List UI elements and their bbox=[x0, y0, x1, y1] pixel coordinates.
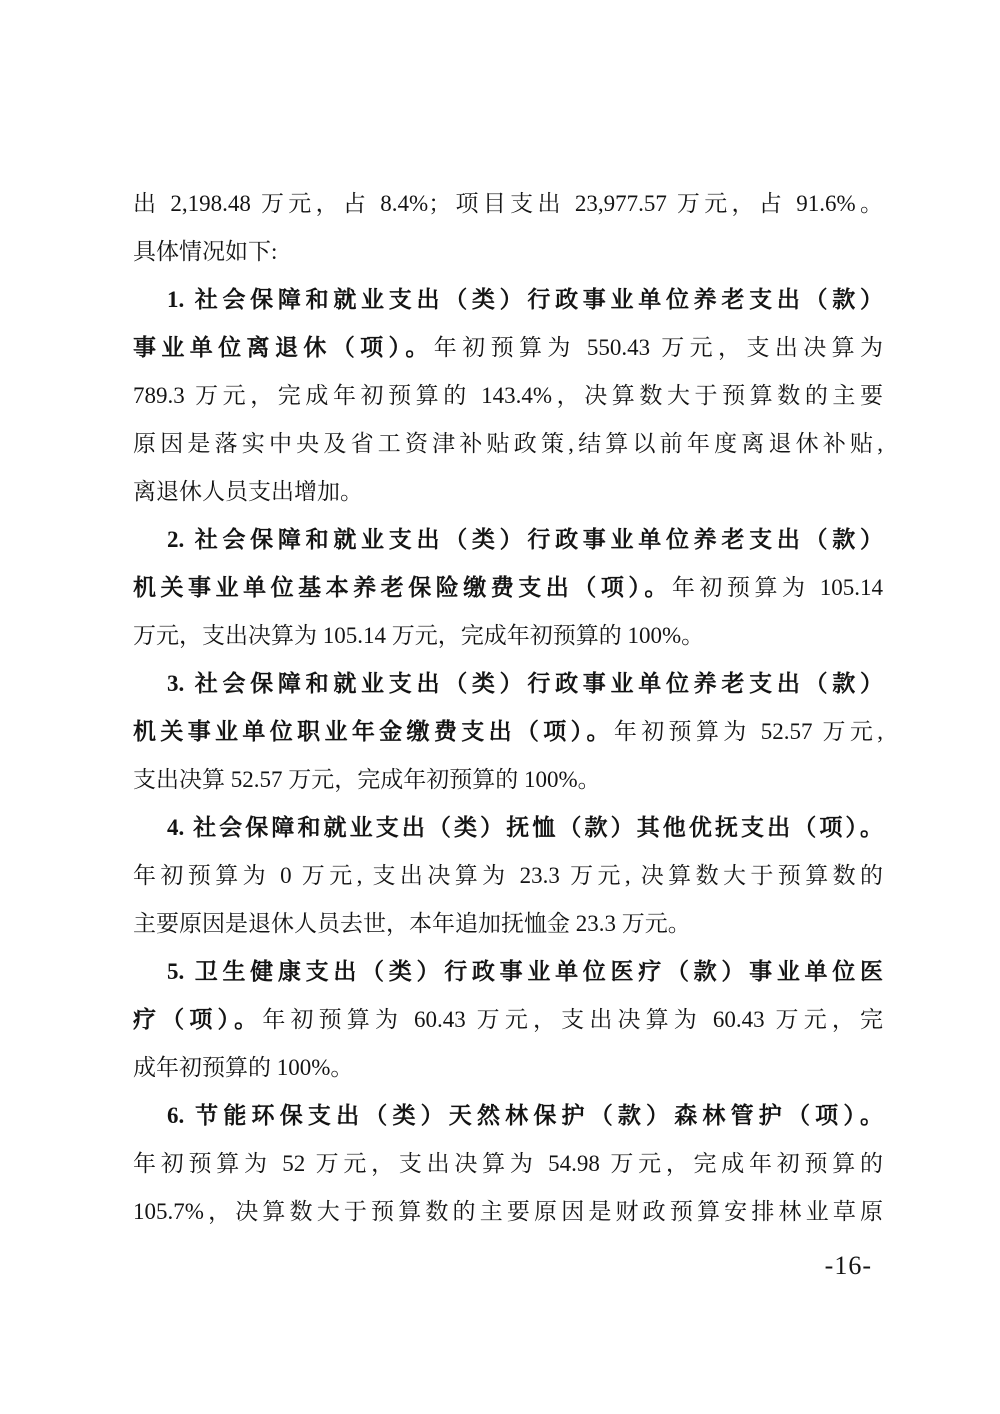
text-line bbox=[133, 612, 883, 660]
text-line bbox=[133, 276, 883, 324]
heading-segment: 事业单位离退休（项）。 bbox=[133, 335, 434, 360]
text-line bbox=[133, 324, 883, 372]
body-text-segment: 年初预算为 52 万元，支出决算为 54.98 万元，完成年初预算的 bbox=[133, 1151, 883, 1176]
text-line bbox=[133, 708, 883, 756]
body-text-segment: 具体情况如下: bbox=[133, 239, 278, 264]
text-line bbox=[133, 1140, 883, 1188]
body-text-segment: 年初预算为 550.43 万元，支出决算为 bbox=[433, 335, 883, 360]
text-line bbox=[133, 660, 883, 708]
text-line bbox=[133, 756, 883, 804]
text-line bbox=[133, 564, 883, 612]
text-line bbox=[133, 948, 883, 996]
text-line bbox=[133, 1188, 883, 1236]
text-line bbox=[133, 228, 883, 276]
body-text-segment: 主要原因是退休人员去世，本年追加抚恤金 23.3 万元。 bbox=[133, 911, 691, 936]
body-text-segment: 出 2,198.48 万元，占 8.4%；项目支出 23,977.57 万元，占 91.6%。 bbox=[133, 191, 883, 216]
text-line bbox=[133, 996, 883, 1044]
document-body bbox=[133, 180, 883, 1236]
text-line bbox=[133, 1044, 883, 1092]
body-text-segment: 年初预算为 105.14 bbox=[671, 575, 883, 600]
heading-segment: 1. 社会保障和就业支出（类）行政事业单位养老支出（款） bbox=[167, 287, 883, 312]
text-line bbox=[133, 852, 883, 900]
body-text-segment: 105.7%，决算数大于预算数的主要原因是财政预算安排林业草原 bbox=[133, 1199, 883, 1224]
text-line bbox=[133, 516, 883, 564]
text-line bbox=[133, 372, 883, 420]
heading-segment: 5. 卫生健康支出（类）行政事业单位医疗（款）事业单位医 bbox=[167, 959, 883, 984]
text-line bbox=[133, 420, 883, 468]
text-line bbox=[133, 900, 883, 948]
text-line bbox=[133, 804, 883, 852]
heading-segment: 机关事业单位职业年金缴费支出（项）。 bbox=[133, 719, 614, 744]
body-text-segment: 支出决算 52.57 万元，完成年初预算的 100%。 bbox=[133, 767, 601, 792]
heading-segment: 6. 节能环保支出（类）天然林保护（款）森林管护（项）。 bbox=[167, 1103, 883, 1128]
text-line bbox=[133, 468, 883, 516]
body-text-segment: 年初预算为 0 万元, 支出决算为 23.3 万元, 决算数大于预算数的 bbox=[133, 863, 883, 888]
heading-segment: 4. 社会保障和就业支出（类）抚恤（款）其他优抚支出（项）。 bbox=[167, 815, 883, 840]
body-text-segment: 原因是落实中央及省工资津补贴政策,结算以前年度离退休补贴, bbox=[133, 431, 883, 456]
body-text-segment: 成年初预算的 100%。 bbox=[133, 1055, 354, 1080]
body-text-segment: 离退休人员支出增加。 bbox=[133, 479, 363, 504]
heading-segment: 疗（项）。 bbox=[133, 1007, 263, 1032]
body-text-segment: 年初预算为 60.43 万元，支出决算为 60.43 万元，完 bbox=[262, 1007, 883, 1032]
heading-segment: 机关事业单位基本养老保险缴费支出（项）。 bbox=[133, 575, 672, 600]
body-text-segment: 789.3 万元，完成年初预算的 143.4%，决算数大于预算数的主要 bbox=[133, 383, 883, 408]
page-number: -16- bbox=[824, 1251, 872, 1280]
heading-segment: 2. 社会保障和就业支出（类）行政事业单位养老支出（款） bbox=[167, 527, 883, 552]
text-line bbox=[133, 1092, 883, 1140]
text-line bbox=[133, 180, 883, 228]
body-text-segment: 年初预算为 52.57 万元, bbox=[613, 719, 883, 744]
body-text-segment: 万元，支出决算为 105.14 万元，完成年初预算的 100%。 bbox=[133, 623, 705, 648]
heading-segment: 3. 社会保障和就业支出（类）行政事业单位养老支出（款） bbox=[167, 671, 883, 696]
